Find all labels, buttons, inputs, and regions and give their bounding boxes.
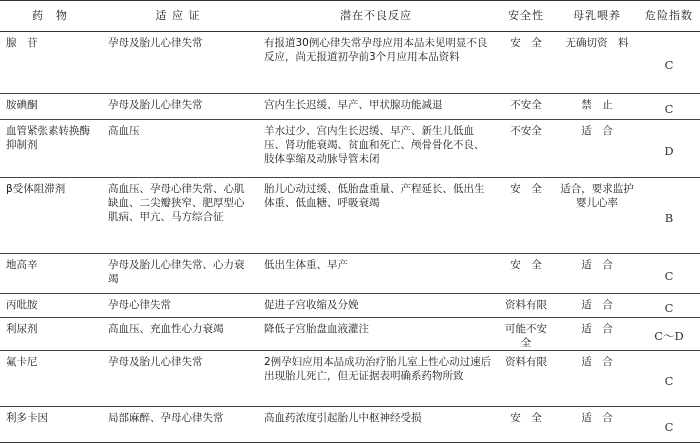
drug-name: 利多卡因 [0, 407, 100, 443]
indication: 孕母及胎儿心律失常、心力衰竭 [100, 254, 256, 294]
adverse-reaction: 降低子宫胎盘血液灌注 [256, 318, 496, 351]
table-row [0, 294, 700, 318]
risk-index: C [638, 407, 700, 443]
adverse-reaction: 低出生体重、早产 [256, 254, 496, 294]
risk-index: C～D [638, 318, 700, 351]
indication: 高血压 [100, 120, 256, 178]
safety: 不安全 [496, 94, 556, 120]
indication: 孕母及胎儿心律失常 [100, 94, 256, 120]
safety: 不安全 [496, 120, 556, 178]
adverse-reaction: 羊水过少、宫内生长迟缓、早产、新生儿低血压、肾功能衰竭、贫血和死亡、颅骨骨化不良、肢体挛缩及动脉导管未闭 [256, 120, 496, 178]
header-indication: 适 应 证 [100, 1, 256, 32]
indication: 孕母心律失常 [100, 294, 256, 318]
breastfeeding: 适 合 [556, 407, 638, 443]
risk-index: C [638, 294, 700, 318]
table-row [0, 407, 700, 443]
indication: 高血压、孕母心律失常、心肌缺血、二尖瓣狭窄、肥厚型心肌病、甲亢、马方综合征 [100, 178, 256, 254]
table-header [0, 1, 700, 32]
safety: 安 全 [496, 178, 556, 254]
adverse-reaction: 宫内生长迟缓、早产、甲状腺功能减退 [256, 94, 496, 120]
adverse-reaction: 高血药浓度引起胎儿中枢神经受损 [256, 407, 496, 443]
drug-name: 利尿剂 [0, 318, 100, 351]
table-row [0, 178, 700, 254]
header-breastfeeding: 母乳喂养 [556, 1, 638, 32]
header-safety: 安全性 [496, 1, 556, 32]
breastfeeding: 适 合 [556, 254, 638, 294]
risk-index: C [638, 94, 700, 120]
breastfeeding: 适 合 [556, 294, 638, 318]
indication: 孕母及胎儿心律失常 [100, 351, 256, 407]
drug-name: 腺 苷 [0, 32, 100, 94]
adverse-reaction: 有报道30例心律失常孕母应用本品未见明显不良反应，尚无报道初孕前3个月应用本品资料 [256, 32, 496, 94]
risk-index: C [638, 32, 700, 94]
drug-name: 丙吡胺 [0, 294, 100, 318]
breastfeeding: 禁 止 [556, 94, 638, 120]
breastfeeding: 无确切资 料 [556, 32, 638, 94]
risk-index: B [638, 178, 700, 254]
indication: 局部麻醉、孕母心律失常 [100, 407, 256, 443]
risk-index: C [638, 254, 700, 294]
table-row [0, 254, 700, 294]
safety: 安 全 [496, 32, 556, 94]
risk-index: D [638, 120, 700, 178]
safety: 安 全 [496, 254, 556, 294]
drug-name: 胺碘酮 [0, 94, 100, 120]
drug-name: 血管紧张素转换酶抑制剂 [0, 120, 100, 178]
header-risk-index: 危险指数 [638, 1, 700, 32]
safety: 资料有限 [496, 351, 556, 407]
table-row [0, 120, 700, 178]
table-body [0, 32, 700, 443]
breastfeeding: 适合，要求监护婴儿心率 [556, 178, 638, 254]
breastfeeding: 适 合 [556, 351, 638, 407]
safety: 资料有限 [496, 294, 556, 318]
safety: 可能不安全 [496, 318, 556, 351]
adverse-reaction: 促进子宫收缩及分娩 [256, 294, 496, 318]
header-drug: 药 物 [0, 1, 100, 32]
safety: 安 全 [496, 407, 556, 443]
risk-index: C [638, 351, 700, 407]
indication: 高血压、充血性心力衰竭 [100, 318, 256, 351]
breastfeeding: 适 合 [556, 120, 638, 178]
adverse-reaction: 2例孕妇应用本品成功治疗胎儿室上性心动过速后出现胎儿死亡，但无证据表明确系药物所致 [256, 351, 496, 407]
table-row [0, 351, 700, 407]
table-row [0, 318, 700, 351]
indication: 孕母及胎儿心律失常 [100, 32, 256, 94]
drug-name: 地高辛 [0, 254, 100, 294]
adverse-reaction: 胎儿心动过缓、低胎盘重量、产程延长、低出生体重、低血糖、呼吸衰竭 [256, 178, 496, 254]
header-adverse-reaction: 潜在不良反应 [256, 1, 496, 32]
drug-name: β受体阻滞剂 [0, 178, 100, 254]
table-row [0, 32, 700, 94]
table-row [0, 94, 700, 120]
breastfeeding: 适 合 [556, 318, 638, 351]
drug-name: 氟卡尼 [0, 351, 100, 407]
